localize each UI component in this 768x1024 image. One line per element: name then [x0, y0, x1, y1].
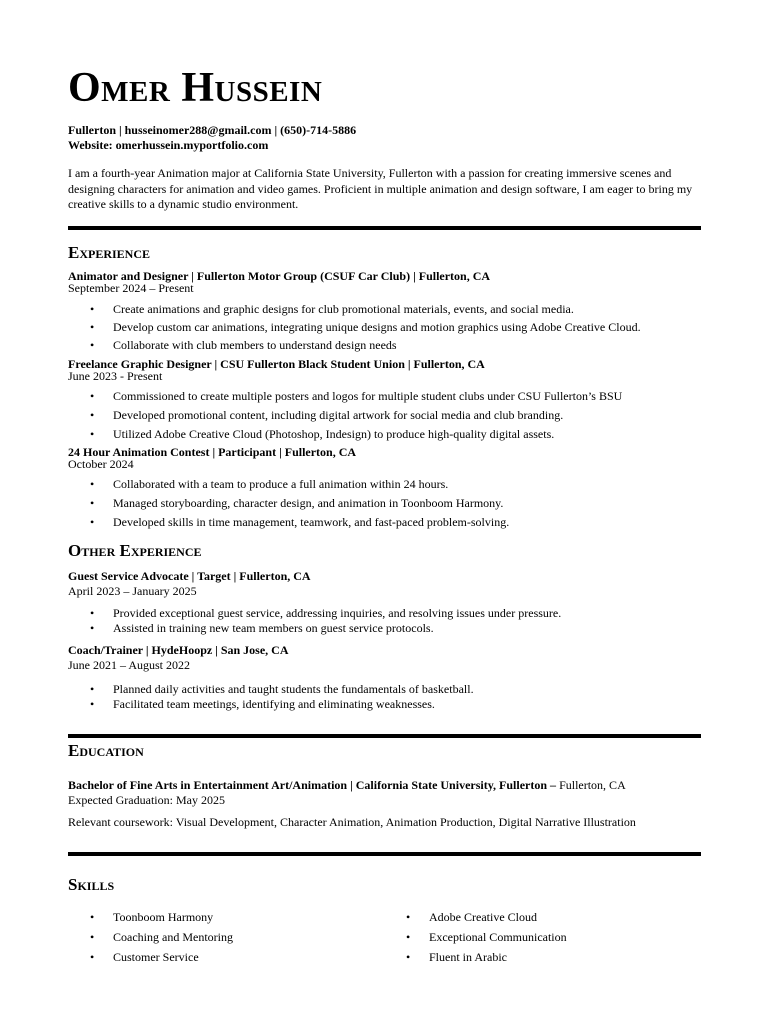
skill-item: • Exceptional Communication [406, 927, 567, 947]
list-item: • Collaborated with a team to produce a full animation within 24 hours. [90, 475, 509, 494]
job-entry [68, 358, 485, 382]
degree-line [68, 778, 626, 793]
list-item: • Collaborate with club members to understand design needs [90, 336, 641, 354]
education-entry [68, 778, 626, 808]
job-dates: April 2023 – January 2025 [68, 584, 197, 598]
bullet-list [90, 682, 474, 712]
contact-line: Fullerton | husseinomer288@gmail.com | (650)-714-5886 [68, 123, 357, 137]
job-title: Guest Service Advocate | Target | Fullerton, CA [68, 569, 311, 583]
job-dates: June 2023 - Present [68, 369, 163, 383]
divider [68, 734, 701, 738]
website-line: Website: omerhussein.myportfolio.com [68, 138, 269, 152]
list-item: • Provided exceptional guest service, addressing inquiries, and resolving issues under pressure. [90, 606, 561, 621]
list-item: • Develop custom car animations, integrating unique designs and motion graphics using Adobe Creative Cloud. [90, 318, 641, 336]
section-heading-skills: Skills [68, 875, 115, 894]
job-entry [68, 569, 311, 599]
job-title: Coach/Trainer | HydeHoopz | San Jose, CA [68, 643, 289, 657]
divider [68, 852, 701, 856]
job-dates: June 2021 – August 2022 [68, 658, 191, 672]
job-entry [68, 446, 356, 470]
coursework: Relevant coursework: Visual Development, Character Animation, Animation Production, Digital Narrative Illustration [68, 815, 636, 829]
job-dates: September 2024 – Present [68, 281, 194, 295]
contact-block [68, 123, 356, 153]
job-title: 24 Hour Animation Contest | Participant | Fullerton, CA [68, 445, 357, 459]
skill-item: • Adobe Creative Cloud [406, 907, 567, 927]
skills-list-left [90, 907, 233, 967]
skill-item: • Fluent in Arabic [406, 947, 567, 967]
list-item: • Developed skills in time management, teamwork, and fast-paced problem-solving. [90, 513, 509, 532]
section-heading-other-experience: Other Experience [68, 541, 202, 560]
list-item: • Facilitated team meetings, identifying and eliminating weaknesses. [90, 697, 474, 712]
section-heading-education: Education [68, 741, 144, 760]
graduation-date: Expected Graduation: May 2025 [68, 793, 225, 807]
skill-item: • Toonboom Harmony [90, 907, 233, 927]
degree-title: Bachelor of Fine Arts in Entertainment Art/Animation | California State University, Fullerton – [68, 778, 557, 792]
list-item: • Utilized Adobe Creative Cloud (Photoshop, Indesign) to produce high-quality digital assets. [90, 425, 622, 444]
job-title: Freelance Graphic Designer | CSU Fullerton Black Student Union | Fullerton, CA [68, 357, 485, 371]
summary: I am a fourth-year Animation major at California State University, Fullerton with a passion for creating immersive scenes and designing characters for animation and video games. Proficient in multiple animation and design software, I am eager to bring my creative skills to a dynamic studio environment. [68, 166, 693, 211]
job-title: Animator and Designer | Fullerton Motor Group (CSUF Car Club) | Fullerton, CA [68, 269, 491, 283]
list-item: • Assisted in training new team members on guest service protocols. [90, 621, 561, 636]
job-entry [68, 270, 490, 294]
list-item: • Create animations and graphic designs for club promotional materials, events, and social media. [90, 300, 641, 318]
list-item: • Planned daily activities and taught students the fundamentals of basketball. [90, 682, 474, 697]
skill-item: • Coaching and Mentoring [90, 927, 233, 947]
bullet-list [90, 300, 641, 354]
bullet-list [90, 475, 509, 532]
skill-item: • Customer Service [90, 947, 233, 967]
candidate-name: Omer Hussein [68, 65, 323, 111]
section-heading-experience: Experience [68, 243, 151, 262]
bullet-list [90, 606, 561, 636]
list-item: • Managed storyboarding, character design, and animation in Toonboom Harmony. [90, 494, 509, 513]
job-dates: October 2024 [68, 457, 134, 471]
divider [68, 226, 701, 230]
bullet-list [90, 387, 622, 444]
job-entry [68, 643, 289, 673]
education-location: Fullerton, CA [556, 778, 626, 792]
skills-list-right [406, 907, 567, 967]
list-item: • Commissioned to create multiple posters and logos for multiple student clubs under CSU Fullerton’s BSU [90, 387, 622, 406]
list-item: • Developed promotional content, including digital artwork for social media and club branding. [90, 406, 622, 425]
